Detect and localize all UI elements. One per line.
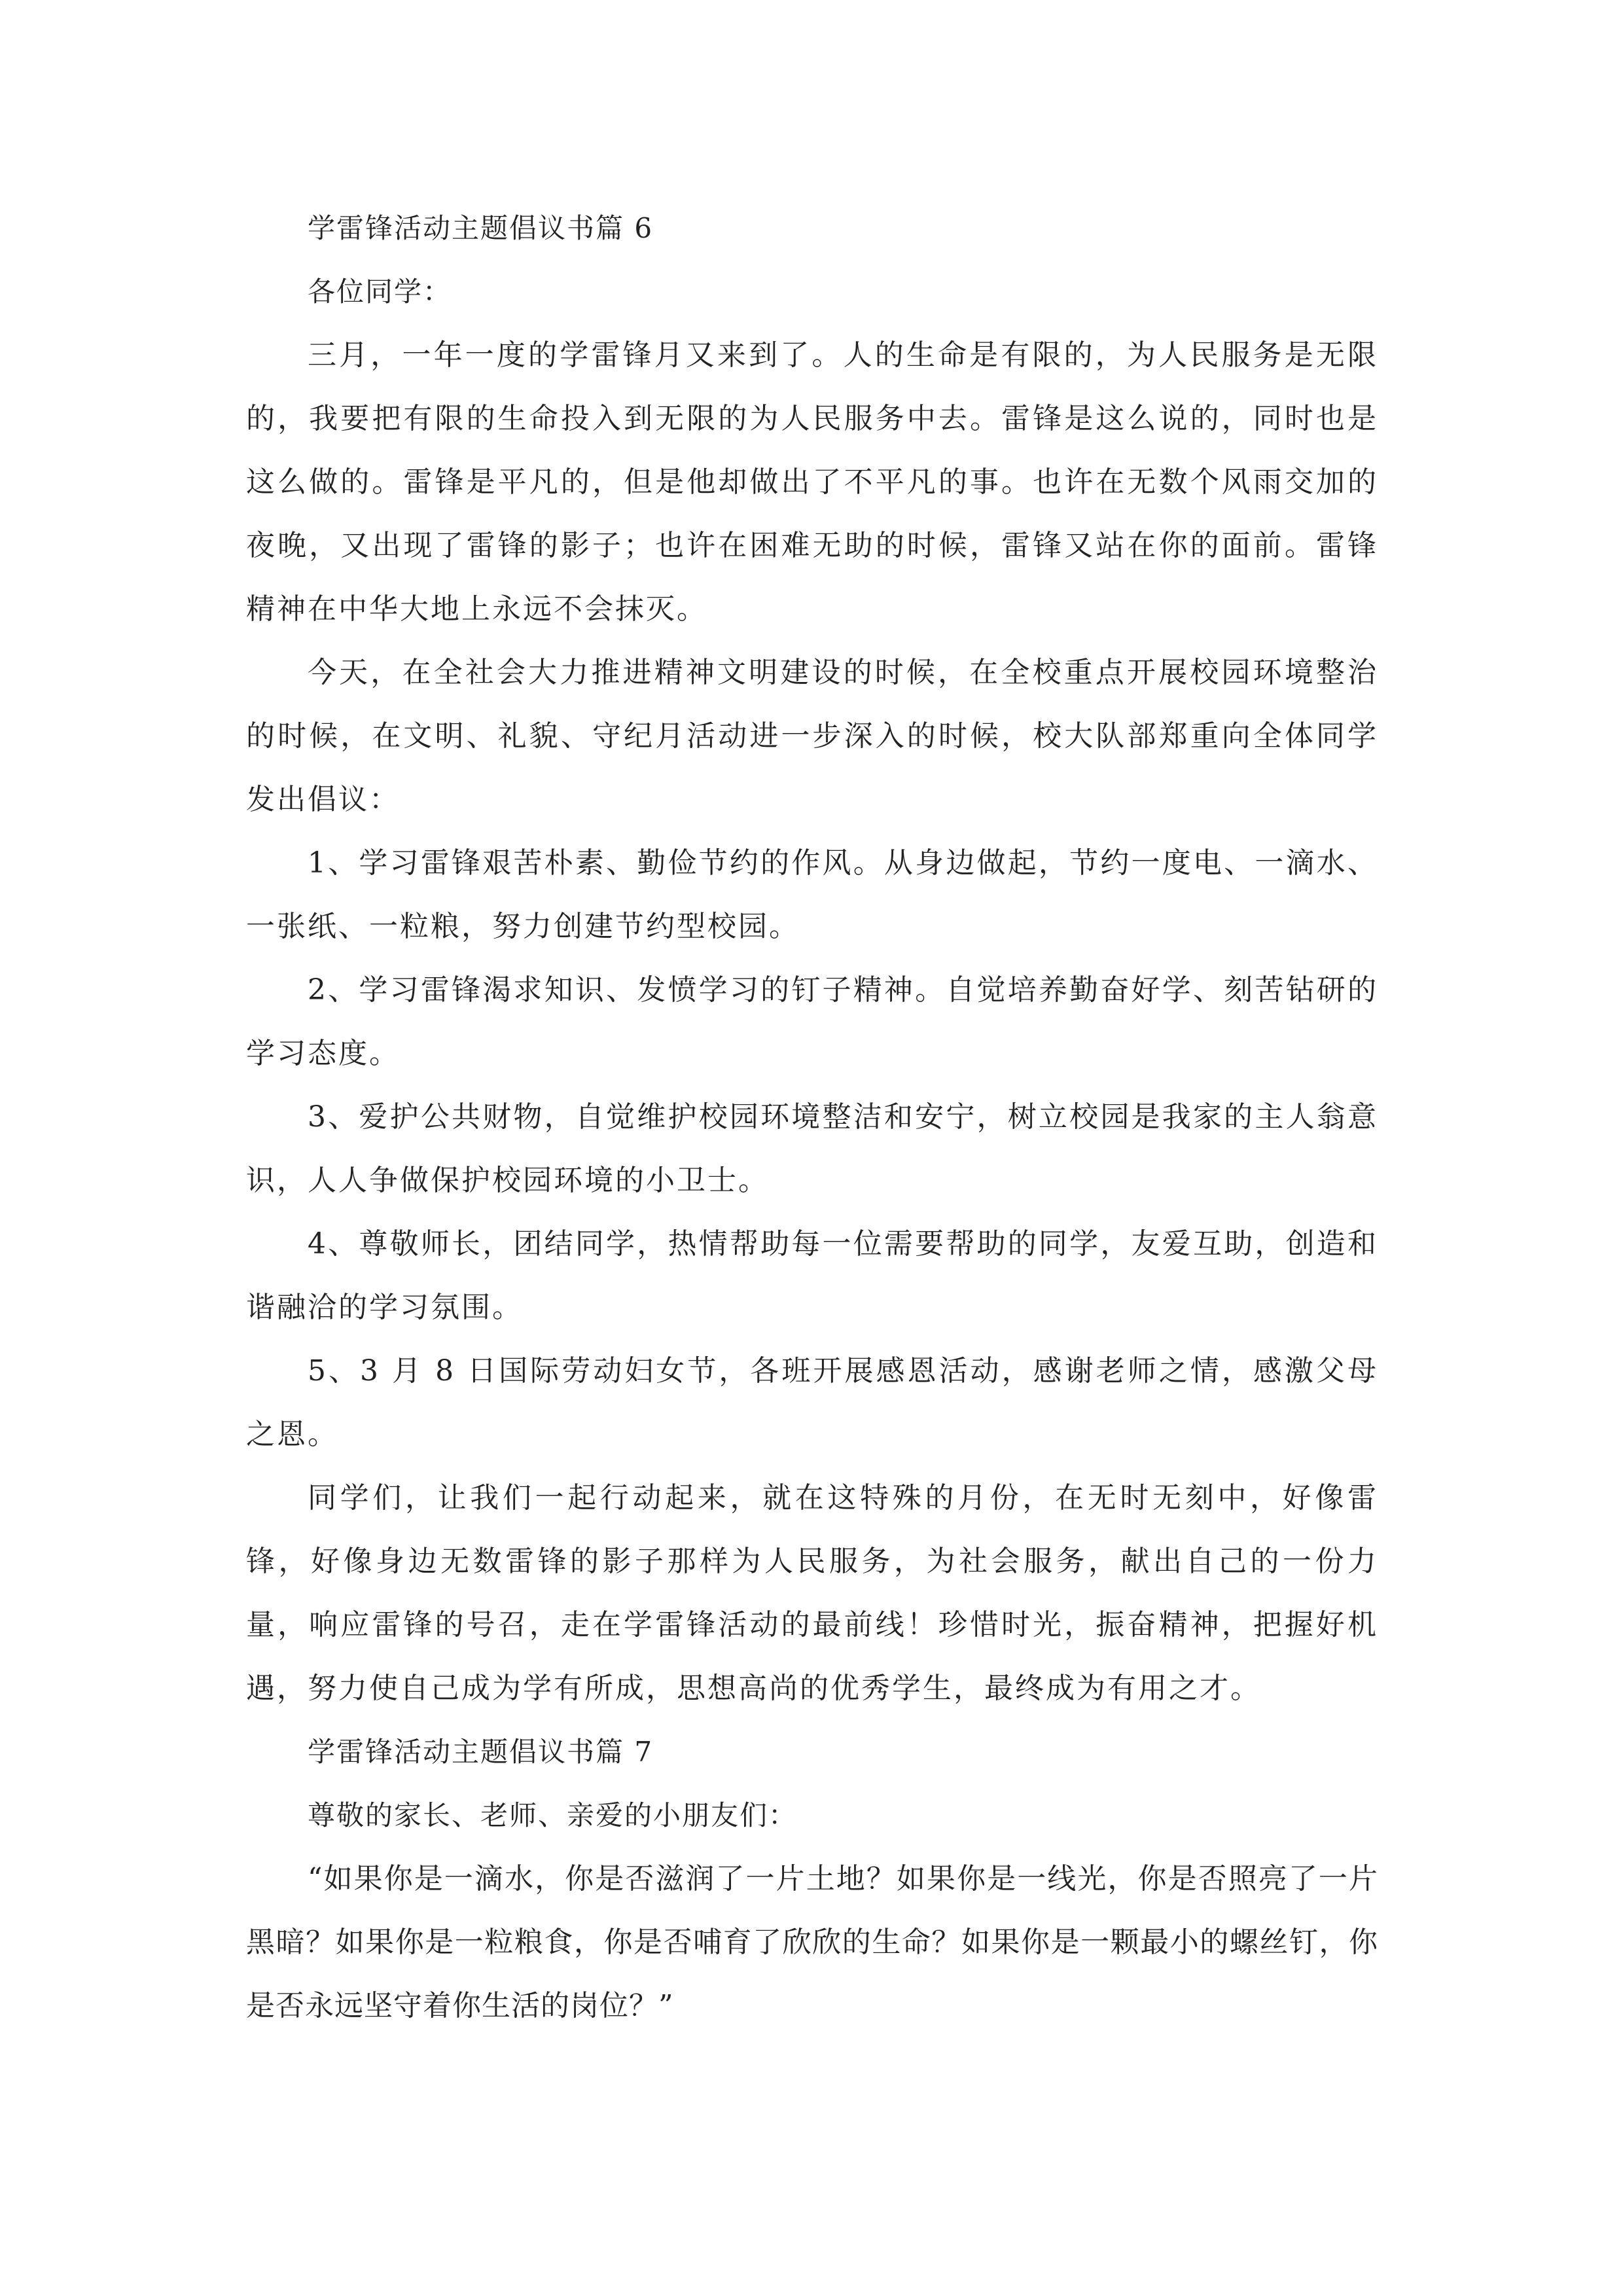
section-7-quote: “如果你是一滴水，你是否滋润了一片土地？如果你是一线光，你是否照亮了一片黑暗？如果你是一粒粮食，你是否哺育了欣欣的生命？如果你是一颗最小的螺丝钉，你是否永远坚守着你生活的岗位？”	[246, 1862, 1378, 2022]
section-7-salutation: 尊敬的家长、老师、亲爱的小朋友们：	[308, 1799, 798, 1831]
section-6-salutation: 各位同学：	[308, 276, 452, 308]
section-6-item-5: 5、3 月 8 日国际劳动妇女节，各班开展感恩活动，感谢老师之情，感激父母之恩。	[246, 1354, 1378, 1451]
section-6-paragraph-closing: 同学们，让我们一起行动起来，就在这特殊的月份，在无时无刻中，好像雷锋，好像身边无数雷锋的影子那样为人民服务，为社会服务，献出自己的一份力量，响应雷锋的号召，走在学雷锋活动的最前线！珍惜时光，振奋精神，把握好机遇，努力使自己成为学有所成，思想高尚的优秀学生，最终成为有用之才。	[246, 1481, 1378, 1705]
section-6-item-2: 2、学习雷锋渴求知识、发愤学习的钉子精神。自觉培养勤奋好学、刻苦钻研的学习态度。	[246, 973, 1378, 1070]
section-7-title: 学雷锋活动主题倡议书篇 7	[308, 1736, 654, 1768]
section-6-title: 学雷锋活动主题倡议书篇 6	[308, 212, 654, 244]
section-6-item-1: 1、学习雷锋艰苦朴素、勤俭节约的作风。从身边做起，节约一度电、一滴水、一张纸、一粒粮，努力创建节约型校园。	[246, 846, 1378, 943]
section-6-paragraph-today: 今天，在全社会大力推进精神文明建设的时候，在全校重点开展校园环境整治的时候，在文明、礼貌、守纪月活动进一步深入的时候，校大队部郑重向全体同学发出倡议：	[246, 656, 1378, 816]
document-body	[246, 196, 1378, 2037]
section-6-item-3: 3、爱护公共财物，自觉维护校园环境整洁和安宁，树立校园是我家的主人翁意识，人人争做保护校园环境的小卫士。	[246, 1100, 1378, 1197]
section-6-item-4: 4、尊敬师长，团结同学，热情帮助每一位需要帮助的同学，友爱互助，创造和谐融洽的学习氛围。	[246, 1227, 1378, 1324]
section-6-paragraph-intro: 三月，一年一度的学雷锋月又来到了。人的生命是有限的，为人民服务是无限的，我要把有限的生命投入到无限的为人民服务中去。雷锋是这么说的，同时也是这么做的。雷锋是平凡的，但是他却做出了不平凡的事。也许在无数个风雨交加的夜晚，又出现了雷锋的影子；也许在困难无助的时候，雷锋又站在你的面前。雷锋精神在中华大地上永远不会抹灭。	[246, 338, 1378, 626]
